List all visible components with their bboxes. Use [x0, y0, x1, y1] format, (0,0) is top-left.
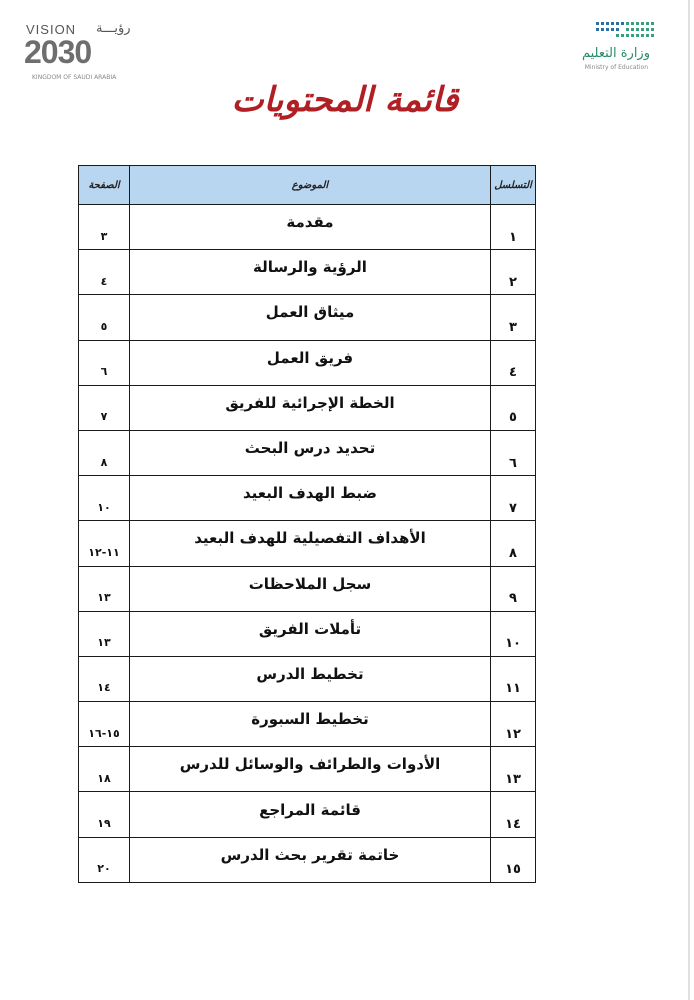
ministry-of-education-logo [526, 20, 656, 70]
row-page: ١٨ [97, 771, 111, 785]
row-seq: ٧ [509, 500, 517, 516]
row-seq: ٢ [509, 274, 517, 290]
row-topic-cell [130, 476, 491, 521]
table-row [79, 747, 536, 792]
table-row [79, 340, 536, 385]
row-topic-cell [130, 566, 491, 611]
row-topic-cell [130, 430, 491, 475]
row-page: ٨ [100, 455, 108, 469]
row-page-cell [79, 385, 130, 430]
row-topic: مقدمة [286, 213, 334, 232]
page-title: قائمة المحتويات [231, 80, 459, 120]
row-page: ٥ [100, 319, 108, 333]
row-page-cell [79, 340, 130, 385]
row-page: ١١-١٢ [88, 545, 120, 559]
row-seq-cell [491, 792, 536, 837]
row-topic-cell [130, 205, 491, 250]
row-seq-cell [491, 702, 536, 747]
row-topic: تخطيط الدرس [256, 664, 364, 683]
row-page-cell [79, 205, 130, 250]
row-topic-cell [130, 295, 491, 340]
row-seq-cell [491, 656, 536, 701]
row-seq-cell [491, 295, 536, 340]
row-seq: ١٥ [505, 862, 521, 878]
row-page-cell [79, 837, 130, 882]
row-topic-cell [130, 792, 491, 837]
row-seq-cell [491, 205, 536, 250]
row-seq-cell [491, 747, 536, 792]
row-topic-cell [130, 837, 491, 882]
row-topic-cell [130, 611, 491, 656]
row-seq: ١٢ [505, 726, 521, 742]
row-page: ٦ [100, 365, 108, 379]
table-header-row [79, 166, 536, 205]
row-page: ١٥-١٦ [88, 726, 120, 740]
header-sequence: التسلسل [491, 166, 536, 205]
row-topic-cell [130, 250, 491, 295]
row-seq-cell [491, 250, 536, 295]
row-seq: ١٣ [505, 771, 521, 787]
row-topic: خاتمة تقرير بحث الدرس [220, 845, 400, 864]
row-page-cell [79, 295, 130, 340]
header-topic: الموضوع [130, 166, 491, 205]
table-row [79, 430, 536, 475]
row-seq-cell [491, 837, 536, 882]
row-page-cell [79, 747, 130, 792]
table-row [79, 656, 536, 701]
row-topic: الأدوات والطرائف والوسائل للدرس [179, 755, 441, 774]
row-page-cell [79, 702, 130, 747]
row-page-cell [79, 250, 130, 295]
row-seq-cell [491, 521, 536, 566]
row-topic: سجل الملاحظات [248, 574, 372, 593]
table-row [79, 205, 536, 250]
row-seq: ٤ [509, 365, 517, 381]
row-topic-cell [130, 340, 491, 385]
vision-subtitle: KINGDOM OF SAUDI ARABIA [32, 74, 117, 81]
row-topic: الرؤية والرسالة [253, 258, 367, 277]
row-topic-cell [130, 656, 491, 701]
row-page-cell [79, 430, 130, 475]
moe-dots-icon [596, 20, 656, 42]
row-seq: ٦ [509, 455, 517, 471]
table-row [79, 250, 536, 295]
row-topic: تخطيط السبورة [251, 710, 369, 729]
row-page: ٤ [100, 274, 108, 288]
table-row [79, 837, 536, 882]
ministry-logo-english: Ministry of Education [584, 64, 648, 71]
row-page-cell [79, 521, 130, 566]
ministry-logo-arabic: وزارة التعليم [581, 46, 650, 61]
row-seq: ٥ [509, 410, 517, 426]
row-seq: ٩ [509, 591, 517, 607]
row-seq-cell [491, 476, 536, 521]
row-page-cell [79, 656, 130, 701]
table-row [79, 792, 536, 837]
row-seq-cell [491, 385, 536, 430]
row-seq: ١ [509, 229, 517, 245]
vision-2030-logo [18, 22, 148, 84]
row-page-cell [79, 611, 130, 656]
row-topic: الخطة الإجرائية للفريق [225, 393, 395, 412]
row-topic: قائمة المراجع [259, 800, 361, 819]
row-topic: الأهداف التفصيلية للهدف البعيد [194, 529, 426, 548]
row-seq: ١٤ [505, 817, 521, 833]
row-page: ١٩ [97, 817, 111, 831]
row-topic: تأملات الفريق [258, 619, 362, 638]
row-page-cell [79, 476, 130, 521]
table-row [79, 566, 536, 611]
row-topic-cell [130, 747, 491, 792]
row-topic-cell [130, 521, 491, 566]
row-topic: ميثاق العمل [265, 303, 355, 322]
row-topic-cell [130, 385, 491, 430]
row-page: ١٤ [97, 681, 111, 695]
row-seq: ٨ [509, 545, 517, 561]
table-row [79, 295, 536, 340]
row-seq-cell [491, 430, 536, 475]
table-row [79, 521, 536, 566]
row-topic: فريق العمل [266, 348, 354, 367]
vision-arabic-word: رؤيـــة [96, 21, 131, 36]
table-row [79, 611, 536, 656]
table-row [79, 385, 536, 430]
row-seq: ٣ [509, 319, 517, 335]
table-of-contents [78, 165, 536, 883]
row-page: ١٣ [97, 591, 111, 605]
table-row [79, 476, 536, 521]
row-topic: تحديد درس البحث [244, 439, 376, 458]
row-seq-cell [491, 566, 536, 611]
row-seq: ١١ [505, 681, 521, 697]
row-topic-cell [130, 702, 491, 747]
row-page: ١٣ [97, 636, 111, 650]
row-page-cell [79, 566, 130, 611]
header-page: الصفحة [79, 166, 130, 205]
row-page: ٢٠ [97, 862, 111, 876]
vision-year: 2030 [24, 34, 92, 70]
row-page: ١٠ [97, 500, 111, 514]
row-seq-cell [491, 611, 536, 656]
row-seq: ١٠ [505, 636, 521, 652]
vision-word: VISION [26, 22, 77, 37]
row-topic: ضبط الهدف البعيد [242, 484, 378, 503]
table-row [79, 702, 536, 747]
row-page: ٣ [100, 229, 108, 243]
row-seq-cell [491, 340, 536, 385]
row-page: ٧ [100, 410, 108, 424]
row-page-cell [79, 792, 130, 837]
